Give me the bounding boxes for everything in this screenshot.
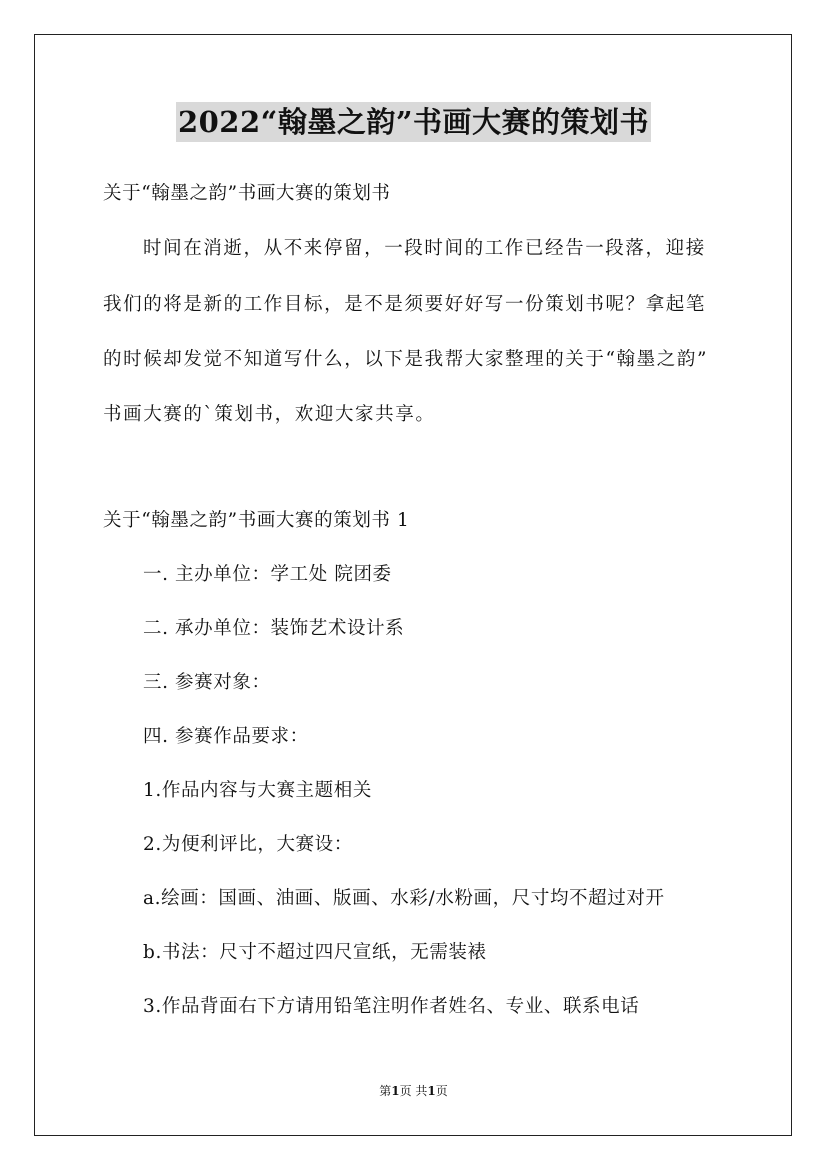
list-item-calligraphy: b.书法：尺寸不超过四尺宣纸，无需装裱 — [143, 942, 487, 963]
list-item-undertaker: 二. 承办单位：装饰艺术设计系 — [143, 618, 405, 639]
list-item-painting: a.绘画：国画、油画、版画、水彩/水粉画，尺寸均不超过对开 — [143, 888, 665, 909]
list-item-participants: 三. 参赛对象： — [143, 672, 271, 693]
title-container — [0, 102, 827, 142]
list-item-organizer: 一. 主办单位：学工处 院团委 — [143, 564, 392, 585]
list-item-requirements: 四. 参赛作品要求： — [143, 726, 309, 747]
footer-page-suffix: 页 共 — [399, 1084, 428, 1098]
document-subtitle: 关于“翰墨之韵”书画大赛的策划书 — [103, 183, 391, 204]
list-item-categories: 2.为便利评比，大赛设： — [143, 834, 353, 855]
footer-total-pages: 1 — [427, 1084, 436, 1098]
list-item-labeling: 3.作品背面右下方请用铅笔注明作者姓名、专业、联系电话 — [143, 996, 640, 1017]
intro-line-1: 时间在消逝，从不来停留，一段时间的工作已经告一段落，迎接 — [143, 238, 706, 259]
intro-line-2: 我们的将是新的工作目标，是不是须要好好写一份策划书呢？拿起笔 — [103, 294, 707, 315]
intro-line-3: 的时候却发觉不知道写什么，以下是我帮大家整理的关于“翰墨之韵” — [103, 349, 709, 370]
footer-prefix: 第 — [379, 1084, 392, 1098]
section-heading: 关于“翰墨之韵”书画大赛的策划书 1 — [103, 510, 410, 531]
list-item-content: 1.作品内容与大赛主题相关 — [143, 780, 372, 801]
footer-page-number: 1 — [391, 1084, 400, 1098]
page-footer — [0, 1082, 827, 1100]
footer-total-suffix: 页 — [435, 1084, 448, 1098]
document-title: 2022“翰墨之韵”书画大赛的策划书 — [176, 102, 651, 142]
intro-line-4: 书画大赛的`策划书，欢迎大家共享。 — [103, 404, 436, 425]
